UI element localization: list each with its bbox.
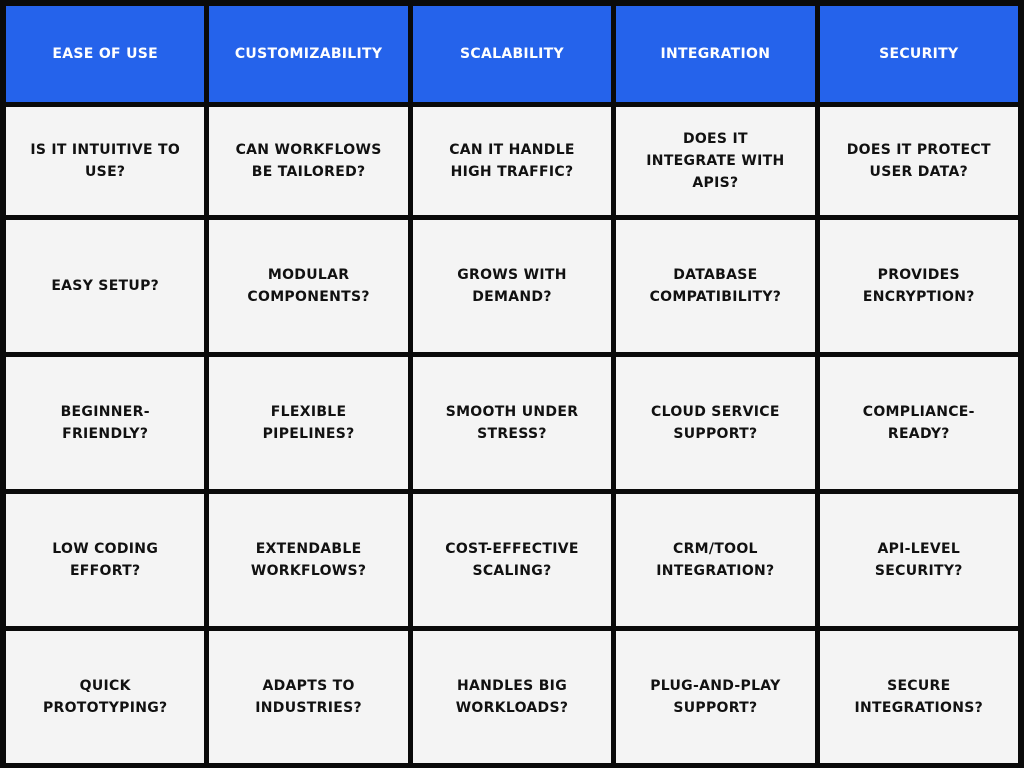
grid-cell: API-LEVEL SECURITY?	[820, 494, 1018, 626]
criteria-grid	[6, 6, 1018, 763]
grid-cell: QUICK PROTOTYPING?	[6, 631, 204, 763]
grid-cell: ADAPTS TO INDUSTRIES?	[209, 631, 407, 763]
grid-cell: SECURE INTEGRATIONS?	[820, 631, 1018, 763]
grid-cell: CRM/TOOL INTEGRATION?	[616, 494, 814, 626]
grid-cell: CAN WORKFLOWS BE TAILORED?	[209, 107, 407, 215]
header-scalability: SCALABILITY	[413, 6, 611, 102]
grid-cell: HANDLES BIG WORKLOADS?	[413, 631, 611, 763]
grid-cell: IS IT INTUITIVE TO USE?	[6, 107, 204, 215]
grid-cell: PROVIDES ENCRYPTION?	[820, 220, 1018, 352]
grid-cell: CAN IT HANDLE HIGH TRAFFIC?	[413, 107, 611, 215]
grid-cell: EXTENDABLE WORKFLOWS?	[209, 494, 407, 626]
grid-cell: PLUG-AND-PLAY SUPPORT?	[616, 631, 814, 763]
header-ease-of-use: EASE OF USE	[6, 6, 204, 102]
grid-cell: MODULAR COMPONENTS?	[209, 220, 407, 352]
grid-cell: DOES IT PROTECT USER DATA?	[820, 107, 1018, 215]
header-integration: INTEGRATION	[616, 6, 814, 102]
grid-cell: COMPLIANCE-READY?	[820, 357, 1018, 489]
grid-cell: DOES IT INTEGRATE WITH APIS?	[616, 107, 814, 215]
grid-cell: CLOUD SERVICE SUPPORT?	[616, 357, 814, 489]
grid-cell: FLEXIBLE PIPELINES?	[209, 357, 407, 489]
grid-cell: EASY SETUP?	[6, 220, 204, 352]
grid-cell: COST-EFFECTIVE SCALING?	[413, 494, 611, 626]
header-customizability: CUSTOMIZABILITY	[209, 6, 407, 102]
grid-cell: SMOOTH UNDER STRESS?	[413, 357, 611, 489]
grid-cell: LOW CODING EFFORT?	[6, 494, 204, 626]
grid-cell: DATABASE COMPATIBILITY?	[616, 220, 814, 352]
grid-cell: GROWS WITH DEMAND?	[413, 220, 611, 352]
header-security: SECURITY	[820, 6, 1018, 102]
grid-cell: BEGINNER-FRIENDLY?	[6, 357, 204, 489]
